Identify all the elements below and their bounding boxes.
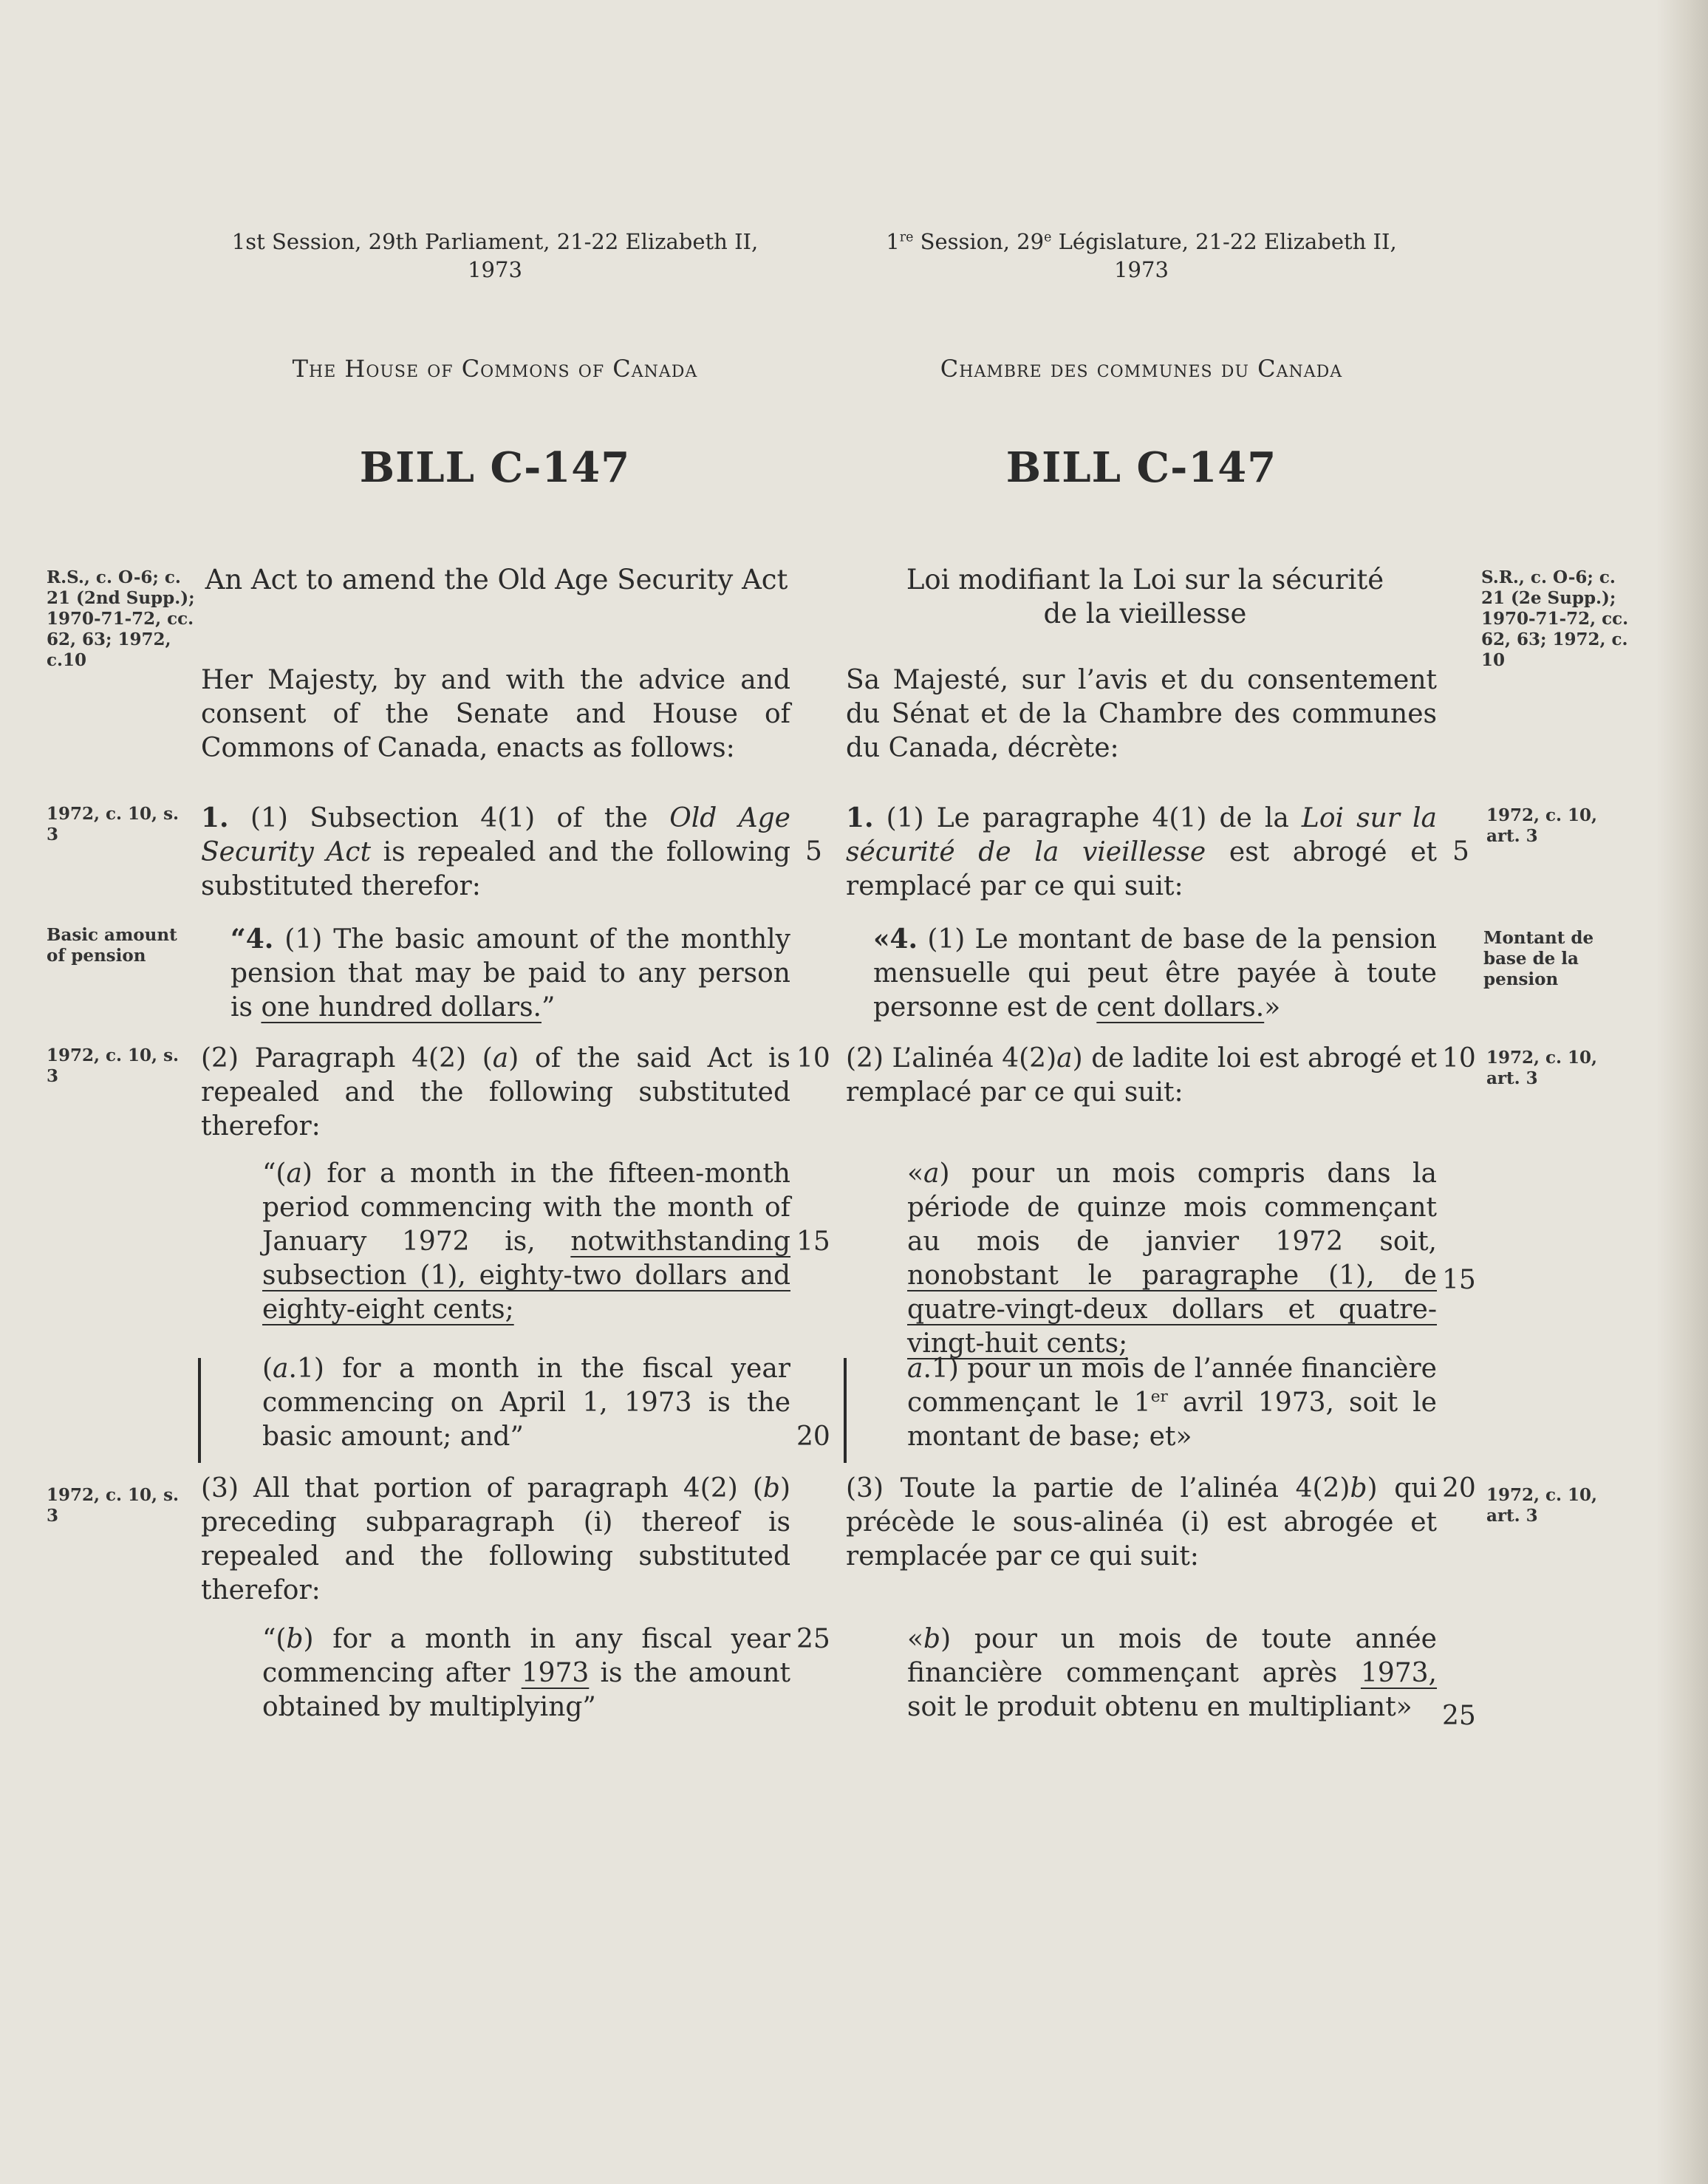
fr-note-s1: 1972, c. 10, art. 3 (1486, 805, 1598, 846)
en-line-number: 10 (796, 1043, 830, 1074)
en-bill-number: BILL C-147 (359, 443, 631, 492)
fr-section-2: (2) L’alinéa 4(2)a) de ladite loi est abrogé et remplacé par ce qui suit: (846, 1043, 1437, 1108)
fr-change-bar (844, 1358, 847, 1463)
en-session-header (199, 228, 790, 284)
en-session-line2: 1973 (468, 257, 522, 282)
fr-line-number: 15 (1442, 1265, 1476, 1295)
fr-section-3: (3) Toute la partie de l’alinéa 4(2)b) qui précède le sous-alinéa (i) est abrogée et remplacée par ce qui suit: (846, 1473, 1437, 1572)
en-line-number: 5 (805, 836, 822, 867)
en-change-bar (198, 1358, 201, 1463)
en-note-citation: R.S., c. O-6; c. 21 (2nd Supp.); 1970-71-72, cc. 62, 63; 1972, c.10 (47, 567, 195, 670)
fr-section-1: 1. (1) Le paragraphe 4(1) de la Loi sur la sécurité de la vieillesse est abrogé et remplacé par ce qui suit: (846, 802, 1437, 901)
en-quoted-4-1: “4. (1) The basic amount of the monthly pension that may be paid to any person is one hundred dollars.” (230, 924, 790, 1023)
en-note-s2: 1972, c. 10, s. 3 (47, 1045, 180, 1086)
page-edge-shadow (1656, 0, 1708, 2184)
en-line-number: 20 (796, 1422, 830, 1452)
en-section-1: 1. (1) Subsection 4(1) of the Old Age Security Act is repealed and the following substituted therefor: (201, 802, 790, 901)
en-quoted-a1: (a.1) for a month in the fiscal year commencing on April 1, 1973 is the basic amount; and” (262, 1354, 790, 1452)
en-quoted-b: “(b) for a month in any fiscal year commencing after 1973 is the amount obtained by multiplying” (262, 1624, 790, 1722)
en-act-title: An Act to amend the Old Age Security Act (205, 564, 788, 596)
fr-line-number: 20 (1442, 1473, 1476, 1504)
en-section-3: (3) All that portion of paragraph 4(2) (b) preceding subparagraph (i) thereof is repealed and the following substituted therefor: (201, 1473, 790, 1605)
fr-note-s2: 1972, c. 10, art. 3 (1486, 1048, 1598, 1088)
en-note-s1: 1972, c. 10, s. 3 (47, 804, 180, 844)
fr-quoted-a: «a) pour un mois compris dans la période de quinze mois commençant au mois de janvier 1972 soit, nonobstant le paragraphe (1), de quatre-vingt-deux dollars et quatre-vingt-huit cents; (907, 1158, 1437, 1359)
en-note-s3: 1972, c. 10, s. 3 (47, 1485, 180, 1526)
fr-quoted-4-1: «4. (1) Le montant de base de la pension mensuelle qui peut être payée à toute personne est de cent dollars.» (873, 924, 1437, 1023)
fr-session-line1: 1re Session, 29e Législature, 21-22 Elizabeth II, (886, 229, 1397, 254)
fr-line-number: 25 (1442, 1701, 1476, 1731)
en-line-number: 25 (796, 1624, 830, 1654)
en-session-line1: 1st Session, 29th Parliament, 21-22 Elizabeth II, (231, 229, 759, 254)
fr-line-number: 5 (1452, 836, 1469, 867)
en-quoted-a: “(a) for a month in the fifteen-month period commencing with the month of January 1972 is, notwithstanding subsection (1), eighty-two dollars and eighty-eight cents; (262, 1158, 790, 1325)
fr-bill-number: BILL C-147 (1005, 443, 1277, 492)
fr-quoted-a1: a.1) pour un mois de l’année financière commençant le 1er avril 1973, soit le montant de base; et» (907, 1354, 1437, 1452)
fr-act-title: Loi modifiant la Loi sur la sécurité de la vieillesse (906, 564, 1384, 629)
fr-note-s3: 1972, c. 10, art. 3 (1486, 1485, 1598, 1526)
en-line-number: 15 (796, 1226, 830, 1257)
fr-note-citation: S.R., c. O-6; c. 21 (2e Supp.); 1970-71-72, cc. 62, 63; 1972, c. 10 (1481, 567, 1629, 670)
fr-session-line2: 1973 (1114, 257, 1169, 282)
fr-note-montant: Montant de base de la pension (1483, 928, 1594, 989)
fr-line-number: 10 (1442, 1043, 1476, 1074)
en-section-2: (2) Paragraph 4(2) (a) of the said Act is repealed and the following substituted therefor: (201, 1043, 790, 1142)
en-enacting-clause: Her Majesty, by and with the advice and consent of the Senate and House of Commons of Canada, enacts as follows: (201, 665, 790, 763)
fr-quoted-b: «b) pour un mois de toute année financière commençant après 1973, soit le produit obtenu en multipliant» (907, 1624, 1437, 1722)
fr-enacting-clause: Sa Majesté, sur l’avis et du consentement du Sénat et de la Chambre des communes du Canada, décrète: (846, 665, 1437, 763)
fr-session-header (846, 228, 1437, 284)
en-house-title: The House of Commons of Canada (292, 355, 698, 383)
en-note-basic-amount: Basic amount of pension (47, 925, 177, 966)
fr-house-title: Chambre des communes du Canada (940, 355, 1343, 383)
